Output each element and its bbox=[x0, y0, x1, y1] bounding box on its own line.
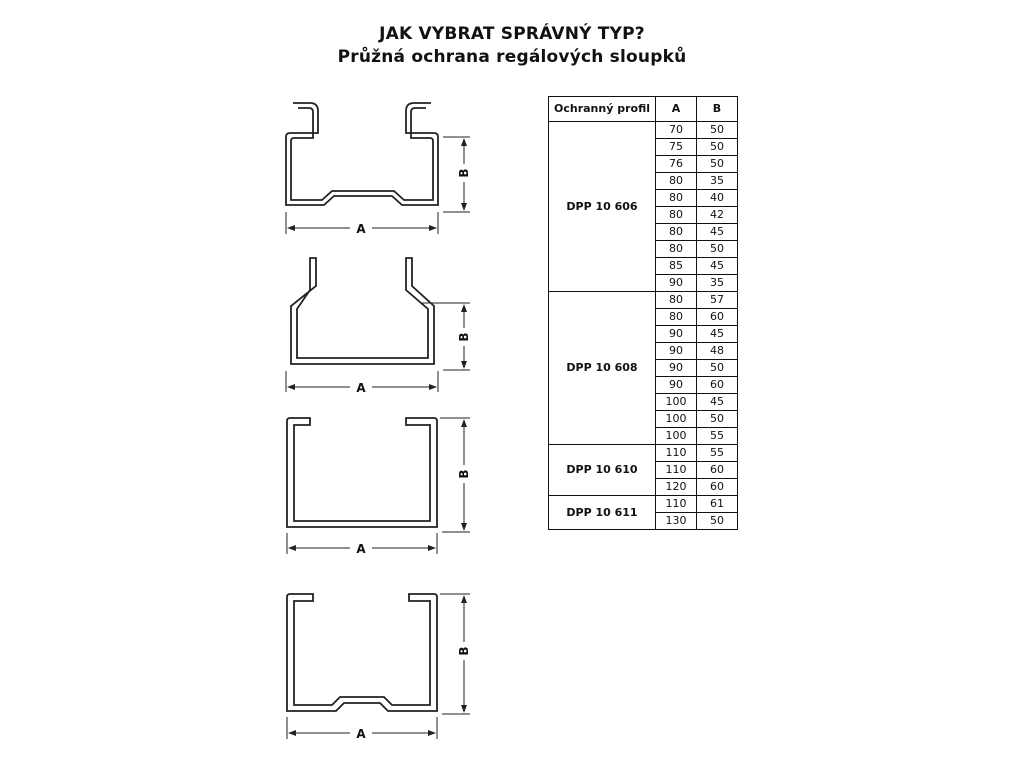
dimension-a-cell: 75 bbox=[656, 139, 697, 156]
dimension-b-cell: 45 bbox=[697, 258, 738, 275]
table-header-row bbox=[549, 97, 738, 122]
dimension-a-cell: 80 bbox=[656, 173, 697, 190]
dimension-a-label: A bbox=[356, 222, 366, 236]
dimension-a-label: A bbox=[356, 381, 366, 395]
table-row bbox=[549, 292, 738, 309]
dimension-b-label: B bbox=[457, 469, 471, 479]
dimension-a-cell: 100 bbox=[656, 428, 697, 445]
dimension-b-cell: 50 bbox=[697, 411, 738, 428]
dimension-b-cell: 40 bbox=[697, 190, 738, 207]
profile-4-drawing bbox=[287, 594, 472, 741]
column-header-a: A bbox=[656, 97, 697, 122]
profile-name-cell: DPP 10 610 bbox=[549, 445, 656, 496]
dimension-a-cell: 80 bbox=[656, 292, 697, 309]
dimension-a-cell: 90 bbox=[656, 343, 697, 360]
dimension-a-cell: 70 bbox=[656, 122, 697, 139]
dimension-b-cell: 45 bbox=[697, 224, 738, 241]
dimension-b-cell: 50 bbox=[697, 139, 738, 156]
dimension-b-cell: 57 bbox=[697, 292, 738, 309]
dimension-a-cell: 100 bbox=[656, 411, 697, 428]
dimension-a-cell: 80 bbox=[656, 241, 697, 258]
table-row bbox=[549, 122, 738, 139]
dimension-b-cell: 35 bbox=[697, 173, 738, 190]
dimension-a-cell: 90 bbox=[656, 360, 697, 377]
dimension-a-cell: 80 bbox=[656, 224, 697, 241]
dimension-a-cell: 110 bbox=[656, 496, 697, 513]
dimension-a-cell: 100 bbox=[656, 394, 697, 411]
table-row bbox=[549, 445, 738, 462]
dimension-b-cell: 50 bbox=[697, 156, 738, 173]
dimension-b-label: B bbox=[457, 332, 471, 342]
page-subtitle: Průžná ochrana regálových sloupků bbox=[337, 47, 687, 67]
dimension-b-cell: 60 bbox=[697, 479, 738, 496]
page-title: JAK VYBRAT SPRÁVNÝ TYP? bbox=[379, 24, 645, 44]
column-header-b: B bbox=[697, 97, 738, 122]
dimension-a-cell: 110 bbox=[656, 462, 697, 479]
dimension-b-label: B bbox=[457, 646, 471, 656]
dimension-b-cell: 61 bbox=[697, 496, 738, 513]
dimension-b-cell: 35 bbox=[697, 275, 738, 292]
dimension-a-cell: 90 bbox=[656, 326, 697, 343]
profile-name-cell: DPP 10 611 bbox=[549, 496, 656, 530]
profile-name-cell: DPP 10 606 bbox=[549, 122, 656, 292]
dimension-a-cell: 80 bbox=[656, 190, 697, 207]
dimension-a-cell: 80 bbox=[656, 207, 697, 224]
dimension-b-cell: 45 bbox=[697, 326, 738, 343]
dimension-a-cell: 76 bbox=[656, 156, 697, 173]
profile-1-drawing bbox=[286, 103, 472, 236]
dimension-b-cell: 48 bbox=[697, 343, 738, 360]
dimension-b-cell: 50 bbox=[697, 122, 738, 139]
dimension-a-cell: 110 bbox=[656, 445, 697, 462]
table-body bbox=[549, 122, 738, 530]
dimension-b-cell: 45 bbox=[697, 394, 738, 411]
profile-2-drawing bbox=[286, 258, 472, 395]
dimension-b-cell: 55 bbox=[697, 445, 738, 462]
dimension-a-cell: 120 bbox=[656, 479, 697, 496]
profile-dimensions-table bbox=[548, 96, 738, 530]
table-row bbox=[549, 496, 738, 513]
dimension-a-cell: 90 bbox=[656, 377, 697, 394]
dimension-b-cell: 60 bbox=[697, 377, 738, 394]
dimension-b-cell: 55 bbox=[697, 428, 738, 445]
dimension-b-cell: 50 bbox=[697, 360, 738, 377]
dimension-a-cell: 85 bbox=[656, 258, 697, 275]
dimension-a-label: A bbox=[356, 542, 366, 556]
column-header-profile: Ochranný profil bbox=[549, 97, 656, 122]
profile-3-drawing bbox=[287, 418, 472, 556]
dimension-a-cell: 130 bbox=[656, 513, 697, 530]
profile-name-cell: DPP 10 608 bbox=[549, 292, 656, 445]
dimension-a-cell: 80 bbox=[656, 309, 697, 326]
dimension-a-cell: 90 bbox=[656, 275, 697, 292]
dimension-b-cell: 50 bbox=[697, 241, 738, 258]
dimension-b-cell: 60 bbox=[697, 462, 738, 479]
dimension-a-label: A bbox=[356, 727, 366, 741]
dimension-b-cell: 50 bbox=[697, 513, 738, 530]
dimension-b-cell: 60 bbox=[697, 309, 738, 326]
dimension-b-label: B bbox=[457, 168, 471, 178]
dimension-b-cell: 42 bbox=[697, 207, 738, 224]
